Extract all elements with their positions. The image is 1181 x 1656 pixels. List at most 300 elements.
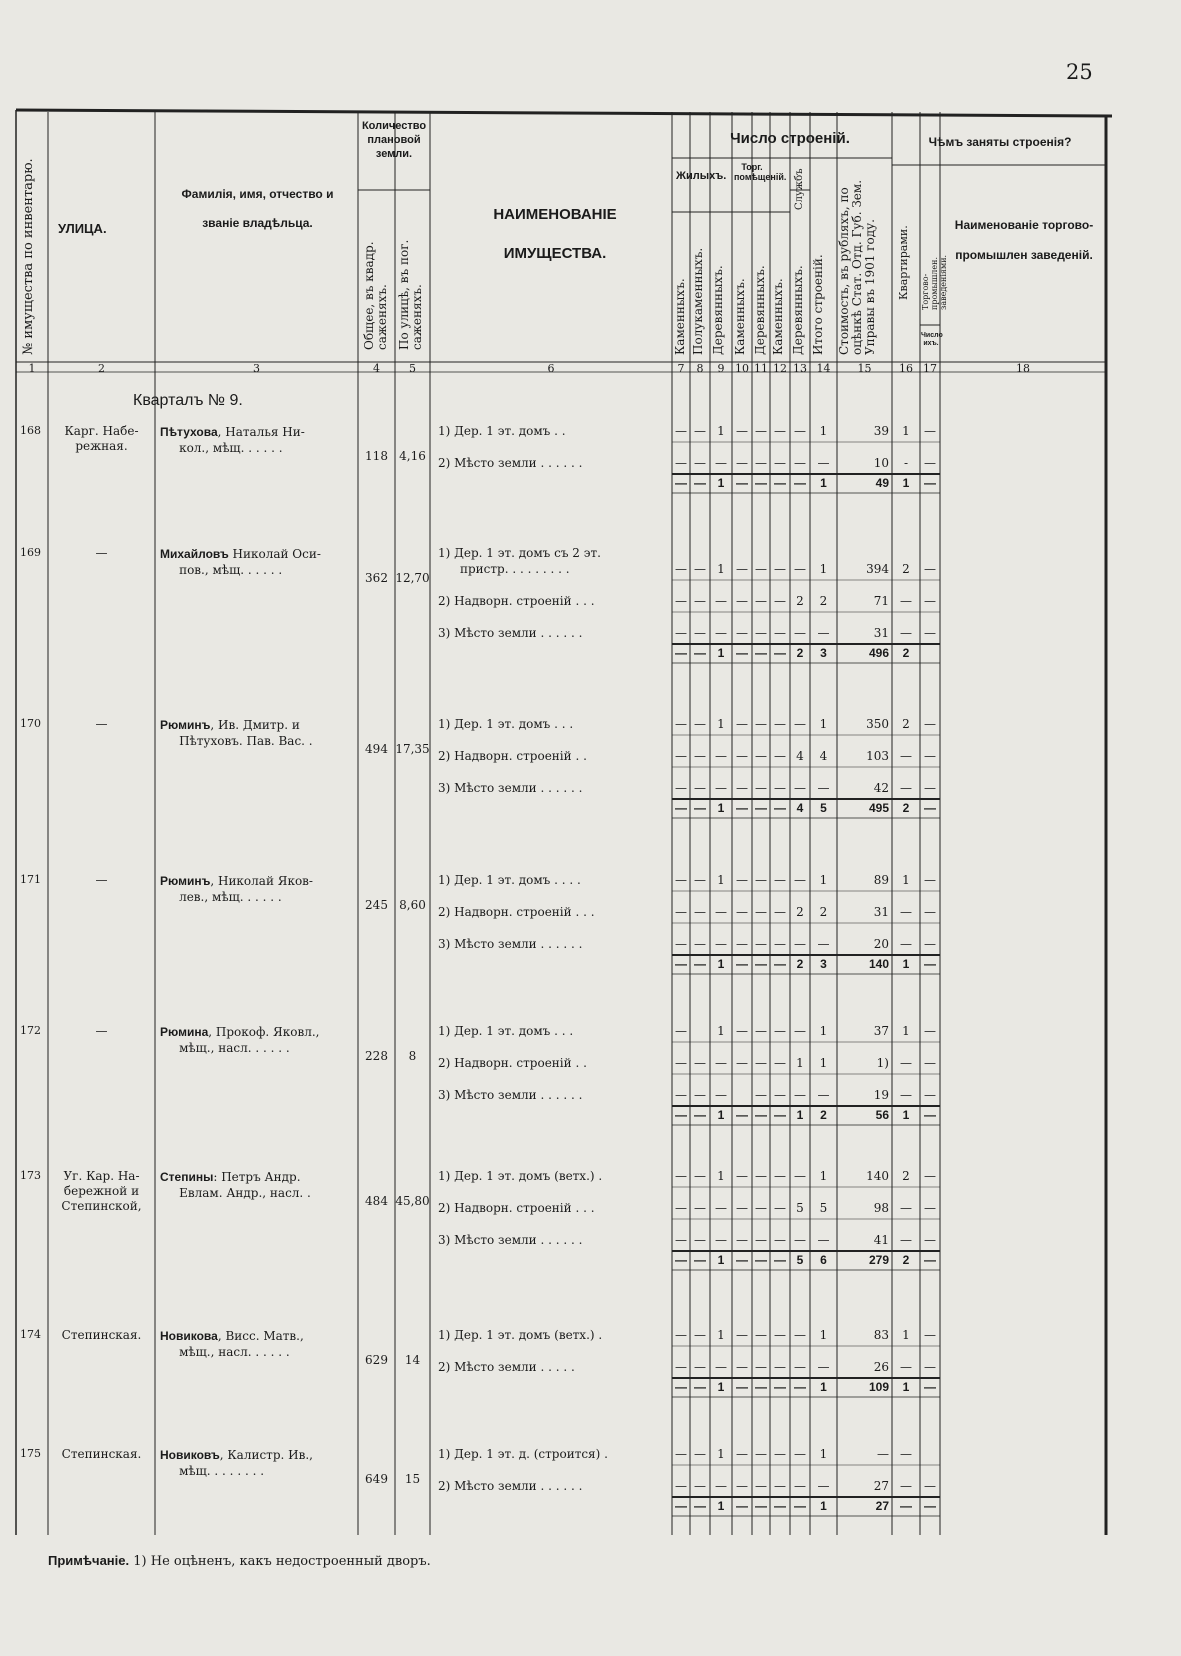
column-number: 5 [409, 362, 416, 375]
item-value: 83 [873, 1328, 889, 1342]
entry-number: 174 [20, 1328, 41, 1341]
total-value: 279 [868, 1253, 889, 1267]
item-cell: — [736, 717, 748, 731]
item-cell: — [774, 1024, 786, 1038]
total-cell: — [694, 1108, 706, 1122]
total-trade-establishments: — [924, 1499, 936, 1513]
total-cell: — [694, 957, 706, 971]
item-cell: — [715, 1056, 727, 1070]
total-cell: — [794, 476, 806, 490]
entry-owner [160, 1025, 319, 1056]
header-land-total: Общее, въ квадр. саженяхъ. [362, 241, 390, 350]
item-trade-establishments: — [924, 905, 936, 919]
header-subtype-5: Каменныхъ. [771, 278, 785, 355]
item-cell: — [736, 1360, 748, 1374]
item-apartments: — [900, 781, 912, 795]
entry-street: Степинская. [61, 1328, 142, 1342]
item-cell: 2 [819, 594, 828, 608]
total-cell: — [675, 646, 687, 660]
header-subtype-1: Полукаменныхъ. [691, 247, 705, 355]
total-cell: 1 [820, 1380, 827, 1394]
item-cell: — [794, 1233, 806, 1247]
item-trade-establishments: — [924, 1024, 936, 1038]
header-apartments: Квартирами. [897, 225, 910, 300]
item-cell: — [715, 626, 727, 640]
item-value: 39 [873, 424, 889, 438]
owner-surname: Рюмина [160, 1025, 209, 1039]
total-cell: — [774, 1108, 786, 1122]
entry-frontage: 45,80 [395, 1194, 430, 1208]
item-cell: — [817, 1088, 830, 1102]
total-trade-establishments: — [924, 1108, 936, 1122]
item-cell: — [675, 905, 687, 919]
total-cell: 2 [796, 646, 804, 660]
entry-number: 173 [20, 1169, 41, 1182]
item-cell: — [675, 781, 687, 795]
item-cell: 1 [717, 1328, 725, 1342]
entry-street: — [95, 546, 108, 560]
item-cell: — [774, 1360, 786, 1374]
entry-area: 494 [365, 742, 388, 756]
item-cell: — [755, 626, 767, 640]
item-cell: — [755, 594, 767, 608]
item-cell: — [774, 1479, 786, 1493]
item-trade-establishments: — [924, 1088, 936, 1102]
owner-surname: Новиковъ [160, 1448, 220, 1462]
item-cell: — [774, 781, 786, 795]
item-cell: — [736, 562, 748, 576]
total-cell: — [736, 1499, 748, 1513]
item-cell: — [794, 1360, 806, 1374]
item-trade-establishments: — [924, 1201, 936, 1215]
column-number: 11 [754, 362, 768, 375]
item-cell: — [675, 1447, 687, 1461]
item-cell: — [817, 1360, 830, 1374]
item-name: 1) Дер. 1 эт. домъ . . . [438, 717, 574, 731]
total-value: 49 [875, 476, 889, 490]
total-cell: — [774, 646, 786, 660]
entry-frontage: 4,16 [399, 449, 426, 463]
item-cell: — [675, 937, 687, 951]
total-value: 56 [875, 1108, 889, 1122]
item-cell: — [675, 717, 687, 731]
item-cell: — [694, 937, 706, 951]
item-value: 89 [873, 873, 889, 887]
item-cell: — [774, 1447, 786, 1461]
item-apartments: — [900, 1233, 912, 1247]
item-cell: — [715, 594, 727, 608]
item-cell: — [774, 594, 786, 608]
item-cell: — [736, 424, 748, 438]
item-apartments: 1 [902, 1328, 910, 1342]
item-cell: — [694, 562, 706, 576]
item-cell: — [715, 1479, 727, 1493]
total-cell: — [694, 476, 706, 490]
total-value: 496 [868, 646, 889, 660]
owner-line: , Николай Яков- [210, 874, 313, 888]
header-trade-count: Число ихъ. [921, 332, 943, 347]
header-land-front: По улицѣ, въ пог. саженяхъ. [397, 239, 425, 350]
total-cell: 1 [717, 646, 725, 660]
total-cell: — [755, 1499, 767, 1513]
entry-area: 629 [365, 1353, 388, 1367]
owner-line: , Наталья Ни- [217, 425, 305, 439]
item-cell: — [755, 749, 767, 763]
owner-line: лев., мѣщ. . . . . . [160, 889, 282, 904]
item-cell: — [755, 1088, 767, 1102]
entry-area: 362 [365, 571, 388, 585]
total-cell: — [774, 957, 786, 971]
total-cell: — [755, 1108, 767, 1122]
item-apartments: 1 [902, 424, 910, 438]
item-value: 10 [873, 456, 889, 470]
owner-surname: Рюминъ [160, 874, 211, 888]
item-name: 2) Мѣсто земли . . . . . . [438, 456, 583, 470]
item-apartments: - [903, 456, 909, 470]
item-cell: — [675, 456, 687, 470]
total-cell: — [694, 646, 706, 660]
header-living: Жилыхъ. [676, 170, 727, 182]
header-street: УЛИЦА. [58, 221, 107, 236]
total-apartments: 2 [902, 801, 910, 815]
item-apartments: 2 [902, 717, 910, 731]
total-cell: 1 [796, 1108, 804, 1122]
header-owner: Фамилія, имя, отчество и званіе владѣльца. [181, 187, 334, 230]
entry-frontage: 12,70 [395, 571, 430, 585]
item-name: пристр. . . . . . . . . [460, 562, 570, 576]
item-cell: — [675, 1169, 687, 1183]
column-number: 17 [923, 362, 937, 375]
item-apartments: 2 [902, 562, 910, 576]
entry-frontage: 8,60 [399, 898, 426, 912]
item-trade-establishments: — [924, 781, 936, 795]
item-cell: — [675, 1056, 687, 1070]
item-name: 1) Дер. 1 эт. домъ (ветх.) . [438, 1328, 603, 1342]
item-cell: — [774, 1088, 786, 1102]
item-cell: — [694, 1056, 706, 1070]
entry-street: бережной и [63, 1184, 140, 1198]
column-number: 6 [547, 362, 555, 375]
item-name: 3) Мѣсто земли . . . . . . [438, 626, 583, 640]
item-cell: — [715, 781, 727, 795]
item-cell: 1 [819, 717, 828, 731]
item-cell: — [817, 937, 830, 951]
total-cell: 2 [820, 1108, 827, 1122]
total-cell: — [675, 801, 687, 815]
entry-number: 170 [20, 717, 41, 730]
item-cell: — [694, 1479, 706, 1493]
item-cell: — [755, 1169, 767, 1183]
header-buildings-count: Число строеній. [730, 130, 850, 147]
total-cell: — [755, 957, 767, 971]
item-cell: — [774, 1056, 786, 1070]
item-cell: — [774, 749, 786, 763]
item-cell: — [675, 594, 687, 608]
item-cell: — [755, 562, 767, 576]
item-cell: — [794, 1088, 806, 1102]
total-cell: — [736, 1380, 748, 1394]
item-cell: 1 [819, 562, 828, 576]
item-cell: 5 [796, 1201, 804, 1215]
item-trade-establishments: — [924, 424, 936, 438]
item-trade-establishments: — [924, 562, 936, 576]
item-cell: — [755, 781, 767, 795]
item-cell: — [715, 1360, 727, 1374]
item-value: 42 [873, 781, 889, 795]
entry-street: Степинской, [61, 1199, 142, 1213]
item-apartments: 2 [902, 1169, 910, 1183]
total-apartments: 1 [902, 1108, 910, 1122]
item-trade-establishments: — [924, 1479, 936, 1493]
item-cell: — [817, 626, 830, 640]
entry-area: 118 [365, 449, 388, 463]
item-name: 2) Надворн. строеній . . [438, 749, 587, 763]
item-cell: — [817, 1233, 830, 1247]
column-number: 12 [773, 362, 787, 375]
item-cell: — [755, 456, 767, 470]
column-number: 1 [28, 362, 36, 375]
total-cell: — [736, 957, 748, 971]
item-value: 31 [873, 626, 889, 640]
total-cell: — [736, 476, 748, 490]
item-cell: 1 [819, 424, 828, 438]
item-cell: — [694, 456, 706, 470]
item-cell: — [736, 1201, 748, 1215]
entry-area: 484 [365, 1194, 388, 1208]
column-number: 8 [696, 362, 704, 375]
item-cell: — [736, 1169, 748, 1183]
total-cell: — [774, 801, 786, 815]
item-trade-establishments: — [924, 873, 936, 887]
item-cell: — [755, 424, 767, 438]
entry-number: 175 [20, 1447, 41, 1460]
item-cell: — [675, 1360, 687, 1374]
total-cell: 1 [820, 1499, 827, 1513]
footnote-text: 1) Не оцѣненъ, какъ недостроенный дворъ. [133, 1554, 431, 1569]
item-apartments: — [900, 905, 912, 919]
item-value: 41 [873, 1233, 889, 1247]
item-cell: — [736, 1328, 748, 1342]
total-cell: 5 [820, 801, 827, 815]
entry-owner [160, 1170, 311, 1201]
item-name: 3) Мѣсто земли . . . . . . [438, 781, 583, 795]
total-cell: — [675, 957, 687, 971]
total-cell: 1 [717, 1108, 725, 1122]
item-cell: 1 [717, 1447, 725, 1461]
item-apartments: — [900, 1056, 912, 1070]
owner-line: пов., мѣщ. . . . . . [160, 562, 283, 577]
item-cell: — [794, 456, 806, 470]
header-subtype-3: Каменныхъ. [733, 278, 747, 355]
item-name: 3) Мѣсто земли . . . . . . [438, 937, 583, 951]
entry-area: 245 [365, 898, 388, 912]
item-cell: — [694, 1169, 706, 1183]
item-trade-establishments: — [924, 1360, 936, 1374]
item-name: 1) Дер. 1 эт. домъ . . [438, 424, 566, 438]
item-cell: — [774, 873, 786, 887]
item-cell: 2 [819, 905, 828, 919]
owner-line: мѣщ. . . . . . . . [160, 1463, 265, 1478]
item-apartments: 1 [902, 1024, 910, 1038]
item-cell: — [794, 1024, 806, 1038]
header-service: Службъ [794, 168, 805, 210]
item-cell: — [736, 937, 748, 951]
column-number: 4 [373, 362, 380, 375]
total-cell: — [736, 646, 748, 660]
total-cell: 1 [717, 1380, 725, 1394]
item-cell: — [755, 1233, 767, 1247]
item-trade-establishments: — [924, 626, 936, 640]
header-trade-name: Наименованіе торгово-промышлен заведеній. [954, 218, 1094, 262]
item-cell: — [694, 1088, 706, 1102]
column-number: 3 [253, 362, 260, 375]
item-cell: — [774, 937, 786, 951]
entry-number: 172 [20, 1024, 41, 1037]
owner-line: Евлам. Андр., насл. . [160, 1185, 311, 1200]
column-number: 15 [857, 362, 872, 375]
item-cell: — [715, 1088, 727, 1102]
header-total-buildings: Итого строеній. [811, 254, 825, 355]
entry-frontage: 8 [408, 1049, 417, 1063]
item-trade-establishments: — [924, 594, 936, 608]
total-cell: — [694, 801, 706, 815]
item-name: 2) Надворн. строеній . . . [438, 1201, 595, 1215]
item-cell: — [774, 1169, 786, 1183]
total-value: 27 [875, 1499, 889, 1513]
item-cell: — [755, 1328, 767, 1342]
item-cell: — [715, 1233, 727, 1247]
item-cell: — [794, 1169, 806, 1183]
total-apartments: — [900, 1499, 912, 1513]
item-value: 26 [873, 1360, 889, 1374]
item-apartments: — [900, 749, 912, 763]
total-cell: 1 [717, 1253, 725, 1267]
entry-frontage: 14 [404, 1353, 421, 1367]
entry-street: Карг. Набе- [64, 424, 139, 438]
header-subtype-2: Деревянныхъ. [711, 265, 725, 355]
item-trade-establishments: — [924, 456, 936, 470]
item-value: 1) [876, 1056, 889, 1070]
total-cell: — [755, 646, 767, 660]
item-apartments: — [900, 594, 912, 608]
item-cell: — [736, 781, 748, 795]
item-cell: — [675, 1201, 687, 1215]
item-trade-establishments: — [924, 1056, 936, 1070]
item-cell: — [817, 456, 830, 470]
header-trade-establishments: Торгово-промышлен. заведеніями. [921, 254, 948, 310]
item-cell: 1 [717, 1024, 725, 1038]
total-trade-establishments: — [924, 1253, 936, 1267]
item-cell: — [694, 1233, 706, 1247]
entry-owner [160, 1448, 313, 1479]
item-cell: — [736, 1024, 748, 1038]
item-value: 31 [873, 905, 889, 919]
entry-street: режная. [75, 439, 128, 453]
total-cell: 5 [796, 1253, 804, 1267]
total-cell: — [675, 1108, 687, 1122]
total-cell: — [755, 476, 767, 490]
owner-surname: Пѣтухова [160, 425, 218, 439]
total-cell: 4 [796, 801, 804, 815]
item-cell: — [715, 749, 727, 763]
item-cell: 4 [796, 749, 804, 763]
item-cell: — [755, 1360, 767, 1374]
total-trade-establishments: — [924, 957, 936, 971]
entry-owner [160, 425, 305, 456]
item-cell: — [794, 1479, 806, 1493]
owner-line: , Прокоф. Яковл., [208, 1025, 320, 1039]
entry-frontage: 17,35 [395, 742, 430, 756]
item-trade-establishments: — [924, 937, 936, 951]
total-apartments: 2 [902, 1253, 910, 1267]
column-number: 18 [1016, 362, 1030, 375]
entry-number: 171 [20, 873, 41, 886]
item-cell: — [694, 717, 706, 731]
item-value: 19 [873, 1088, 889, 1102]
column-number: 2 [98, 362, 105, 375]
item-cell: — [715, 1201, 727, 1215]
header-inventory-no: № имущества по инвентарю. [21, 158, 36, 355]
item-cell: 1 [819, 1169, 828, 1183]
item-cell: — [755, 1479, 767, 1493]
item-cell: — [715, 905, 727, 919]
total-cell: — [675, 1380, 687, 1394]
item-cell: — [755, 1024, 767, 1038]
entry-number: 168 [20, 424, 41, 437]
item-cell: — [755, 1201, 767, 1215]
item-cell: — [794, 1328, 806, 1342]
item-apartments: — [900, 1088, 912, 1102]
total-cell: — [736, 1253, 748, 1267]
total-cell: — [736, 801, 748, 815]
item-value: 350 [866, 717, 889, 731]
item-cell: — [736, 1479, 748, 1493]
item-name: 1) Дер. 1 эт. домъ . . . . [438, 873, 581, 887]
item-name: 2) Надворн. строеній . . . [438, 905, 595, 919]
owner-line: , Висс. Матв., [217, 1329, 304, 1343]
footnote-label: Примѣчаніе. [48, 1553, 130, 1568]
header-subtype-4: Деревянныхъ. [753, 265, 767, 355]
item-cell: — [774, 1328, 786, 1342]
total-cell: — [694, 1499, 706, 1513]
column-number: 14 [816, 362, 831, 375]
total-apartments: 1 [902, 957, 910, 971]
item-trade-establishments: — [924, 1328, 936, 1342]
item-value: 71 [873, 594, 889, 608]
item-cell: — [755, 1056, 767, 1070]
item-cell: 1 [819, 1056, 828, 1070]
item-cell: — [694, 1328, 706, 1342]
item-cell: — [794, 717, 806, 731]
owner-surname: Новикова [160, 1329, 218, 1343]
owner-surname: Михайловъ [160, 547, 229, 561]
entry-frontage: 15 [404, 1472, 421, 1486]
item-cell: 2 [796, 594, 804, 608]
item-value: 20 [873, 937, 889, 951]
item-value: 140 [866, 1169, 889, 1183]
item-cell: — [774, 1201, 786, 1215]
item-cell: 1 [717, 1169, 725, 1183]
item-cell: — [694, 905, 706, 919]
item-cell: — [675, 1024, 687, 1038]
item-value: 98 [873, 1201, 889, 1215]
total-cell: 6 [820, 1253, 827, 1267]
item-cell: — [736, 873, 748, 887]
item-apartments: — [900, 1360, 912, 1374]
total-value: 495 [868, 801, 889, 815]
total-cell: — [755, 801, 767, 815]
column-number: 7 [677, 362, 685, 375]
